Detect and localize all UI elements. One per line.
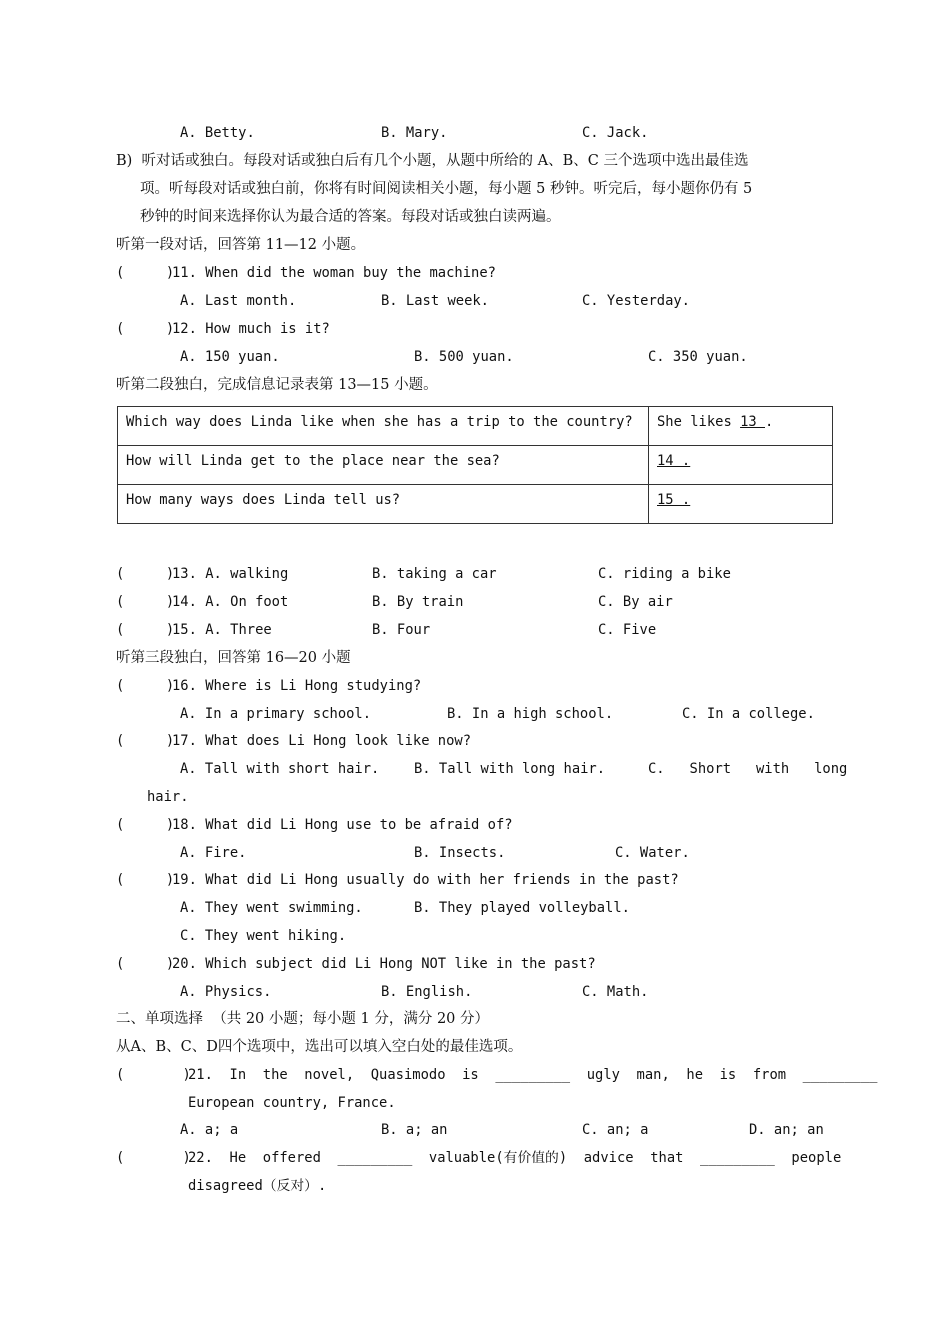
q16-option-a: A. In a primary school. xyxy=(180,706,372,722)
section-b-instruction-line3: 秒钟的时间来选择你认为最合适的答案。每段对话或独白读两遍。 xyxy=(140,209,561,225)
table-row xyxy=(118,446,833,485)
q19-option-c: C. They went hiking. xyxy=(180,928,347,944)
q21-option-d: D. an; an xyxy=(749,1122,824,1138)
q19-option-a: A. They went swimming. xyxy=(180,900,363,916)
q20-option-c: C. Math. xyxy=(582,984,649,1000)
q14-bracket: ( ) xyxy=(116,594,175,610)
table-row xyxy=(118,407,833,446)
q14-stem: 14. A. On foot xyxy=(172,594,289,610)
dialog2-heading: 听第二段独白，完成信息记录表第 13—15 小题。 xyxy=(116,377,438,393)
q15-option-c: C. Five xyxy=(598,622,657,638)
q12-option-a: A. 150 yuan. xyxy=(180,349,280,365)
q21-stem-line2: European country, France. xyxy=(188,1095,396,1111)
q19-bracket: ( ) xyxy=(116,872,175,888)
section-b-instruction-line2: 项。听每段对话或独白前，你将有时间阅读相关小题，每小题 5 秒钟。听完后，每小题你仍有 5 xyxy=(140,181,753,197)
q18-bracket: ( ) xyxy=(116,817,175,833)
dialog1-heading: 听第一段对话，回答第 11—12 小题。 xyxy=(116,237,366,253)
q19-stem: 19. What did Li Hong usually do with her friends in the past? xyxy=(172,872,679,888)
table-question: How will Linda get to the place near the sea? xyxy=(118,446,649,485)
q10-option-c: C. Jack. xyxy=(582,125,649,141)
q20-option-b: B. English. xyxy=(381,984,473,1000)
q22-bracket: ( ) xyxy=(116,1150,191,1166)
q17-stem: 17. What does Li Hong look like now? xyxy=(172,733,472,749)
q15-stem: 15. A. Three xyxy=(172,622,272,638)
q16-option-c: C. In a college. xyxy=(682,706,815,722)
table-answer xyxy=(649,407,833,446)
q21-option-c: C. an; a xyxy=(582,1122,649,1138)
q21-option-a: A. a; a xyxy=(180,1122,239,1138)
table-row xyxy=(118,485,833,524)
part2-instruction: 从A、B、C、D四个选项中，选出可以填入空白处的最佳选项。 xyxy=(116,1039,523,1055)
q14-option-c: C. By air xyxy=(598,594,673,610)
part2-heading: 二、单项选择 （共 20 小题；每小题 1 分，满分 20 分） xyxy=(116,1011,489,1027)
q11-option-a: A. Last month. xyxy=(180,293,297,309)
q20-option-a: A. Physics. xyxy=(180,984,272,1000)
q14-option-b: B. By train xyxy=(372,594,464,610)
q21-bracket: ( ) xyxy=(116,1067,191,1083)
q17-option-a: A. Tall with short hair. xyxy=(180,761,380,777)
q13-option-b: B. taking a car xyxy=(372,566,497,582)
q11-bracket: ( ) xyxy=(116,265,175,281)
q16-stem: 16. Where is Li Hong studying? xyxy=(172,678,422,694)
q17-option-c: C. Short with long xyxy=(648,761,848,777)
q13-bracket: ( ) xyxy=(116,566,175,582)
q17-bracket: ( ) xyxy=(116,733,175,749)
q11-option-b: B. Last week. xyxy=(381,293,489,309)
q15-option-b: B. Four xyxy=(372,622,431,638)
q18-stem: 18. What did Li Hong use to be afraid of? xyxy=(172,817,513,833)
answer-suffix: . xyxy=(765,414,774,430)
q18-option-b: B. Insects. xyxy=(414,845,506,861)
q22-stem-line1: 22. He offered _________ valuable(有价值的) advice that _________ people xyxy=(188,1150,842,1166)
q10-option-a: A. Betty. xyxy=(180,125,255,141)
answer-blank-14: 14 . xyxy=(657,453,691,469)
q12-stem: 12. How much is it? xyxy=(172,321,330,337)
q19-option-b: B. They played volleyball. xyxy=(414,900,630,916)
table-question: How many ways does Linda tell us? xyxy=(118,485,649,524)
table-answer xyxy=(649,485,833,524)
q13-stem: 13. A. walking xyxy=(172,566,289,582)
q20-bracket: ( ) xyxy=(116,956,175,972)
q11-option-c: C. Yesterday. xyxy=(582,293,690,309)
q16-option-b: B. In a high school. xyxy=(447,706,614,722)
q21-stem-line1: 21. In the novel, Quasimodo is _________ ugly man, he is from _________ xyxy=(188,1067,878,1083)
q12-option-b: B. 500 yuan. xyxy=(414,349,514,365)
table-question: Which way does Linda like when she has a trip to the country? xyxy=(118,407,649,446)
q20-stem: 20. Which subject did Li Hong NOT like in the past? xyxy=(172,956,596,972)
answer-prefix: She likes xyxy=(657,414,741,430)
table-answer xyxy=(649,446,833,485)
answer-blank-15: 15 . xyxy=(657,492,691,508)
q21-option-b: B. a; an xyxy=(381,1122,448,1138)
q11-stem: 11. When did the woman buy the machine? xyxy=(172,265,496,281)
q17-option-b: B. Tall with long hair. xyxy=(414,761,606,777)
info-record-table xyxy=(117,406,833,524)
q15-bracket: ( ) xyxy=(116,622,175,638)
q16-bracket: ( ) xyxy=(116,678,175,694)
q10-option-b: B. Mary. xyxy=(381,125,448,141)
q12-option-c: C. 350 yuan. xyxy=(648,349,748,365)
q22-stem-line2: disagreed（反对）. xyxy=(188,1178,327,1194)
q18-option-a: A. Fire. xyxy=(180,845,247,861)
section-b-instruction-line1: B) 听对话或独白。每段对话或独白后有几个小题，从题中所给的 A、B、C 三个选项中选出最佳选 xyxy=(116,153,749,169)
q17-option-c-wrap: hair. xyxy=(147,789,189,805)
q13-option-c: C. riding a bike xyxy=(598,566,731,582)
q18-option-c: C. Water. xyxy=(615,845,690,861)
q12-bracket: ( ) xyxy=(116,321,175,337)
dialog3-heading: 听第三段独白，回答第 16—20 小题 xyxy=(116,650,351,666)
answer-blank-13: 13 xyxy=(740,414,765,430)
